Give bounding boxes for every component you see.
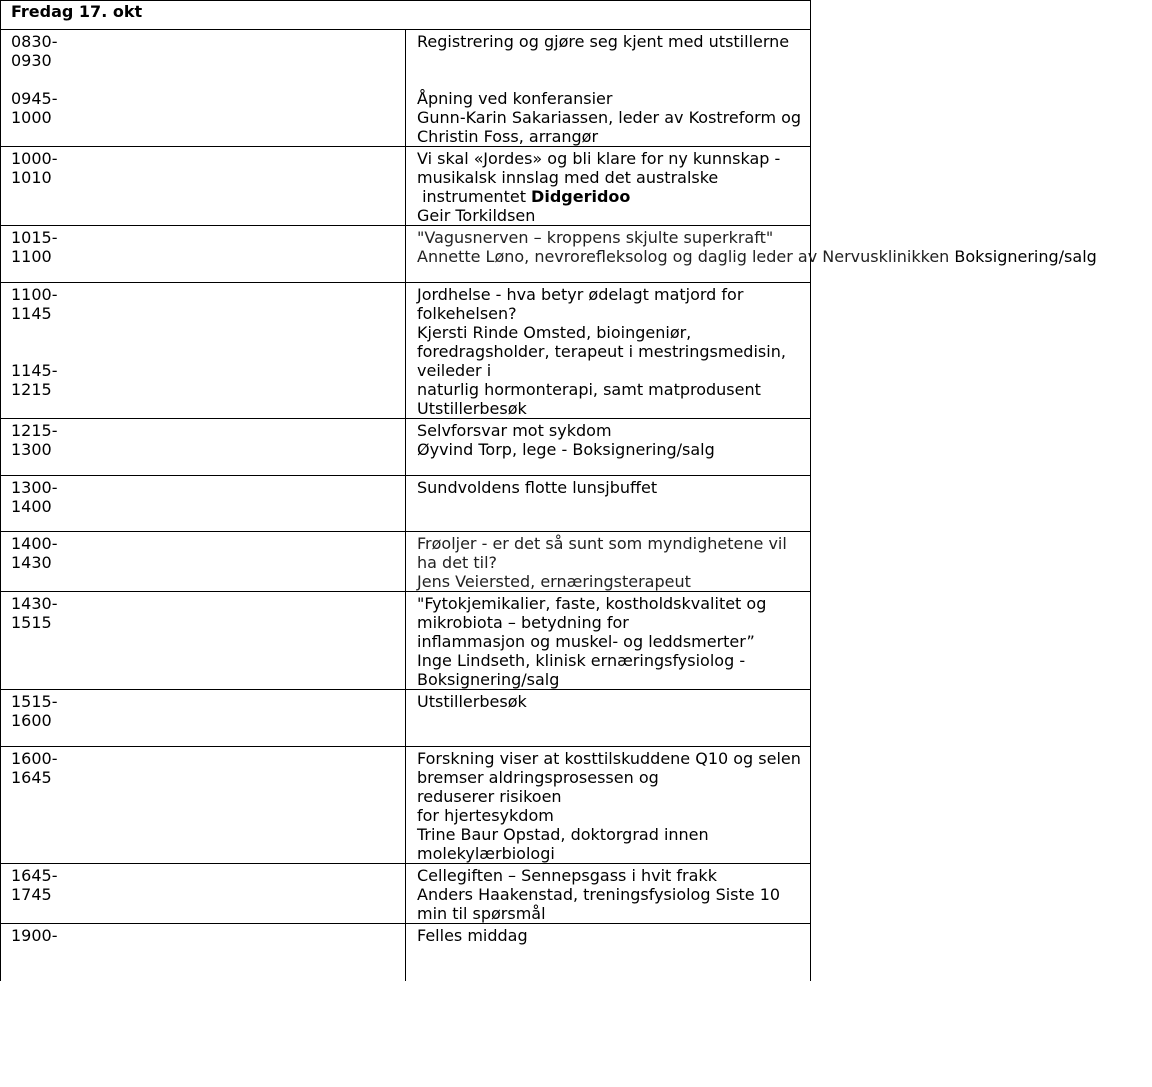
time-cell: 1400- 1430 [1,532,406,592]
time-cell: 1900- [1,924,406,981]
time-cell: 1015- 1100 [1,226,406,283]
session-cell: Vi skal «Jordes» og bli klare for ny kunnskap - musikalsk innslag med det australske instrumentet Didgeridoo Geir Torkildsen [406,147,811,226]
session-cell: Utstillerbesøk [406,690,811,747]
table-row [1,419,811,476]
day-header: Fredag 17. okt [1,1,811,30]
instrument-name: Didgeridoo [531,187,631,206]
table-row [1,283,811,419]
time-cell: 1645- 1745 [1,864,406,924]
table-row [1,226,811,283]
table-row [1,592,811,690]
time-cell: 1430- 1515 [1,592,406,690]
table-row [1,864,811,924]
session-cell: "Fytokjemikalier, faste, kostholdskvalitet og mikrobiota – betydning for inflammasjon og muskel- og leddsmerter” Inge Lindseth, klinisk ernæringsfysiolog - Boksignering/salg [406,592,811,690]
time-cell: 1000- 1010 [1,147,406,226]
session-cell: Registrering og gjøre seg kjent med utstillerne Åpning ved konferansier Gunn-Karin Sakariassen, leder av Kostreform og Christin Foss, arrangør [406,30,811,147]
session-cell: Cellegiften – Sennepsgass i hvit frakk Anders Haakenstad, treningsfysiolog Siste 10 min til spørsmål [406,864,811,924]
session-cell: "Vagusnerven – kroppens skjulte superkraft" Annette Løno, nevrorefleksolog og daglig leder av Nervusklinikken Boksignering/salg [406,226,811,283]
table-row [1,532,811,592]
session-cell: Sundvoldens flotte lunsjbuffet [406,476,811,532]
session-cell: Frøoljer - er det så sunt som myndighetene vil ha det til? Jens Veiersted, ernæringsterapeut [406,532,811,592]
table-row [1,690,811,747]
time-cell: 1300- 1400 [1,476,406,532]
session-cell: Forskning viser at kosttilskuddene Q10 og selen bremser aldringsprosessen og reduserer risikoen for hjertesykdom Trine Baur Opstad, doktorgrad innen molekylærbiologi [406,747,811,864]
session-cell: Felles middag [406,924,811,981]
time-cell: 1100- 1145 1145- 1215 [1,283,406,419]
session-cell: Jordhelse - hva betyr ødelagt matjord for folkehelsen? Kjersti Rinde Omsted, bioingeniør, foredragsholder, terapeut i mestringsmedisin, veileder i naturlig hormonterapi, samt matprodusent Utstillerbesøk [406,283,811,419]
time-cell: 1600- 1645 [1,747,406,864]
time-cell: 1515- 1600 [1,690,406,747]
time-cell: 1215- 1300 [1,419,406,476]
time-cell: 0830- 0930 0945- 1000 [1,30,406,147]
session-cell: Selvforsvar mot sykdom Øyvind Torp, lege - Boksignering/salg [406,419,811,476]
table-row [1,147,811,226]
table-row [1,747,811,864]
table-row [1,924,811,981]
table-row [1,30,811,147]
table-row [1,476,811,532]
